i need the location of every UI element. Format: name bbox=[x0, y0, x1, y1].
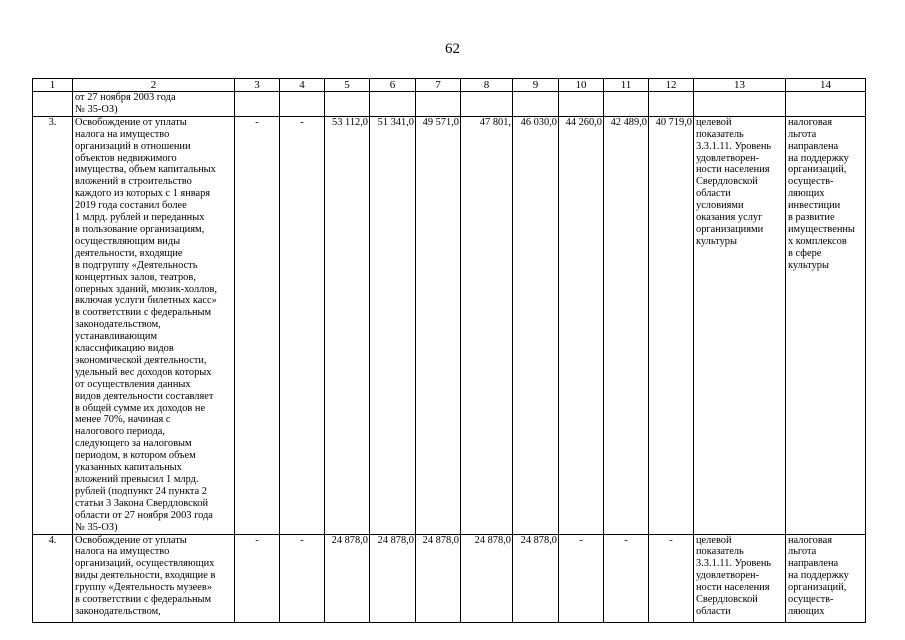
column-header: 10 bbox=[559, 79, 604, 92]
cell-value: 46 030,0 bbox=[513, 116, 559, 534]
cell-value: 40 719,0 bbox=[649, 116, 694, 534]
cell-value: 53 112,0 bbox=[325, 116, 370, 534]
target-indicator: целевой показатель 3.3.1.11. Уровень удовлетворен- ности населения Свердловской области условиями оказания услуг организациями культуры bbox=[694, 116, 786, 534]
cell-value: 47 801, bbox=[461, 116, 513, 534]
cell-value: 24 878,0 bbox=[416, 534, 461, 622]
cell-value: - bbox=[280, 116, 325, 534]
data-table bbox=[32, 78, 866, 623]
cell-value: 44 260,0 bbox=[559, 116, 604, 534]
table-row bbox=[33, 116, 866, 534]
column-header: 3 bbox=[235, 79, 280, 92]
column-header: 14 bbox=[786, 79, 866, 92]
row-number: 4. bbox=[33, 534, 73, 622]
row-number: 3. bbox=[33, 116, 73, 534]
column-header: 1 bbox=[33, 79, 73, 92]
continuation-text: от 27 ноября 2003 года № 35-ОЗ) bbox=[73, 92, 235, 117]
column-header: 11 bbox=[604, 79, 649, 92]
cell-value: 24 878,0 bbox=[461, 534, 513, 622]
column-header: 13 bbox=[694, 79, 786, 92]
cell-value: 51 341,0 bbox=[370, 116, 416, 534]
cell-value: - bbox=[235, 116, 280, 534]
cell-value: 49 571,0 bbox=[416, 116, 461, 534]
cell-value: 24 878,0 bbox=[325, 534, 370, 622]
cell-value: - bbox=[604, 534, 649, 622]
column-header: 12 bbox=[649, 79, 694, 92]
cell-value: - bbox=[649, 534, 694, 622]
header-row bbox=[33, 79, 866, 92]
column-header: 8 bbox=[461, 79, 513, 92]
row-description: Освобождение от уплаты налога на имущество организаций, осуществляющих виды деятельности, входящие в группу «Деятельность музеев» в соответствии с федеральным законодательством, bbox=[73, 534, 235, 622]
column-header: 9 bbox=[513, 79, 559, 92]
benefit-purpose: налоговая льгота направлена на поддержку организаций, осуществ- ляющих инвестиции в развитие имущественны х комплексов в сфере культуры bbox=[786, 116, 866, 534]
cell-value: - bbox=[280, 534, 325, 622]
cell-value: 24 878,0 bbox=[513, 534, 559, 622]
row-description: Освобождение от уплаты налога на имущество организаций в отношении объектов недвижимого имущества, объем капитальных вложений в строительство каждого из которых с 1 января 2019 года составил более 1 млрд. рублей и переданных в пользование организациям, осуществляющим виды деятельности, входящие в подгруппу «Деятельность концертных залов, театров, оперных зданий, мюзик-холлов, включая услуги билетных касс» в соответствии с федеральным законодательством, устанавливающим классификацию видов экономической деятельности, удельный вес доходов которых от осуществления данных видов деятельности составляет в общей сумме их доходов не менее 70%, начиная с налогового периода, следующего за налоговым периодом, в котором объем указанных капитальных вложений превысил 1 млрд. рублей (подпункт 24 пункта 2 статьи 3 Закона Свердловской области от 27 ноября 2003 года № 35-ОЗ) bbox=[73, 116, 235, 534]
column-header: 5 bbox=[325, 79, 370, 92]
continuation-row bbox=[33, 92, 866, 117]
cell-value: - bbox=[235, 534, 280, 622]
column-header: 7 bbox=[416, 79, 461, 92]
column-header: 4 bbox=[280, 79, 325, 92]
cell-value: 24 878,0 bbox=[370, 534, 416, 622]
column-header: 2 bbox=[73, 79, 235, 92]
cell-value: 42 489,0 bbox=[604, 116, 649, 534]
cell-value: - bbox=[559, 534, 604, 622]
page-number: 62 bbox=[445, 41, 460, 57]
column-header: 6 bbox=[370, 79, 416, 92]
benefit-purpose: налоговая льгота направлена на поддержку организаций, осуществ- ляющих bbox=[786, 534, 866, 622]
table-row bbox=[33, 534, 866, 622]
target-indicator: целевой показатель 3.3.1.11. Уровень удовлетворен- ности населения Свердловской области bbox=[694, 534, 786, 622]
